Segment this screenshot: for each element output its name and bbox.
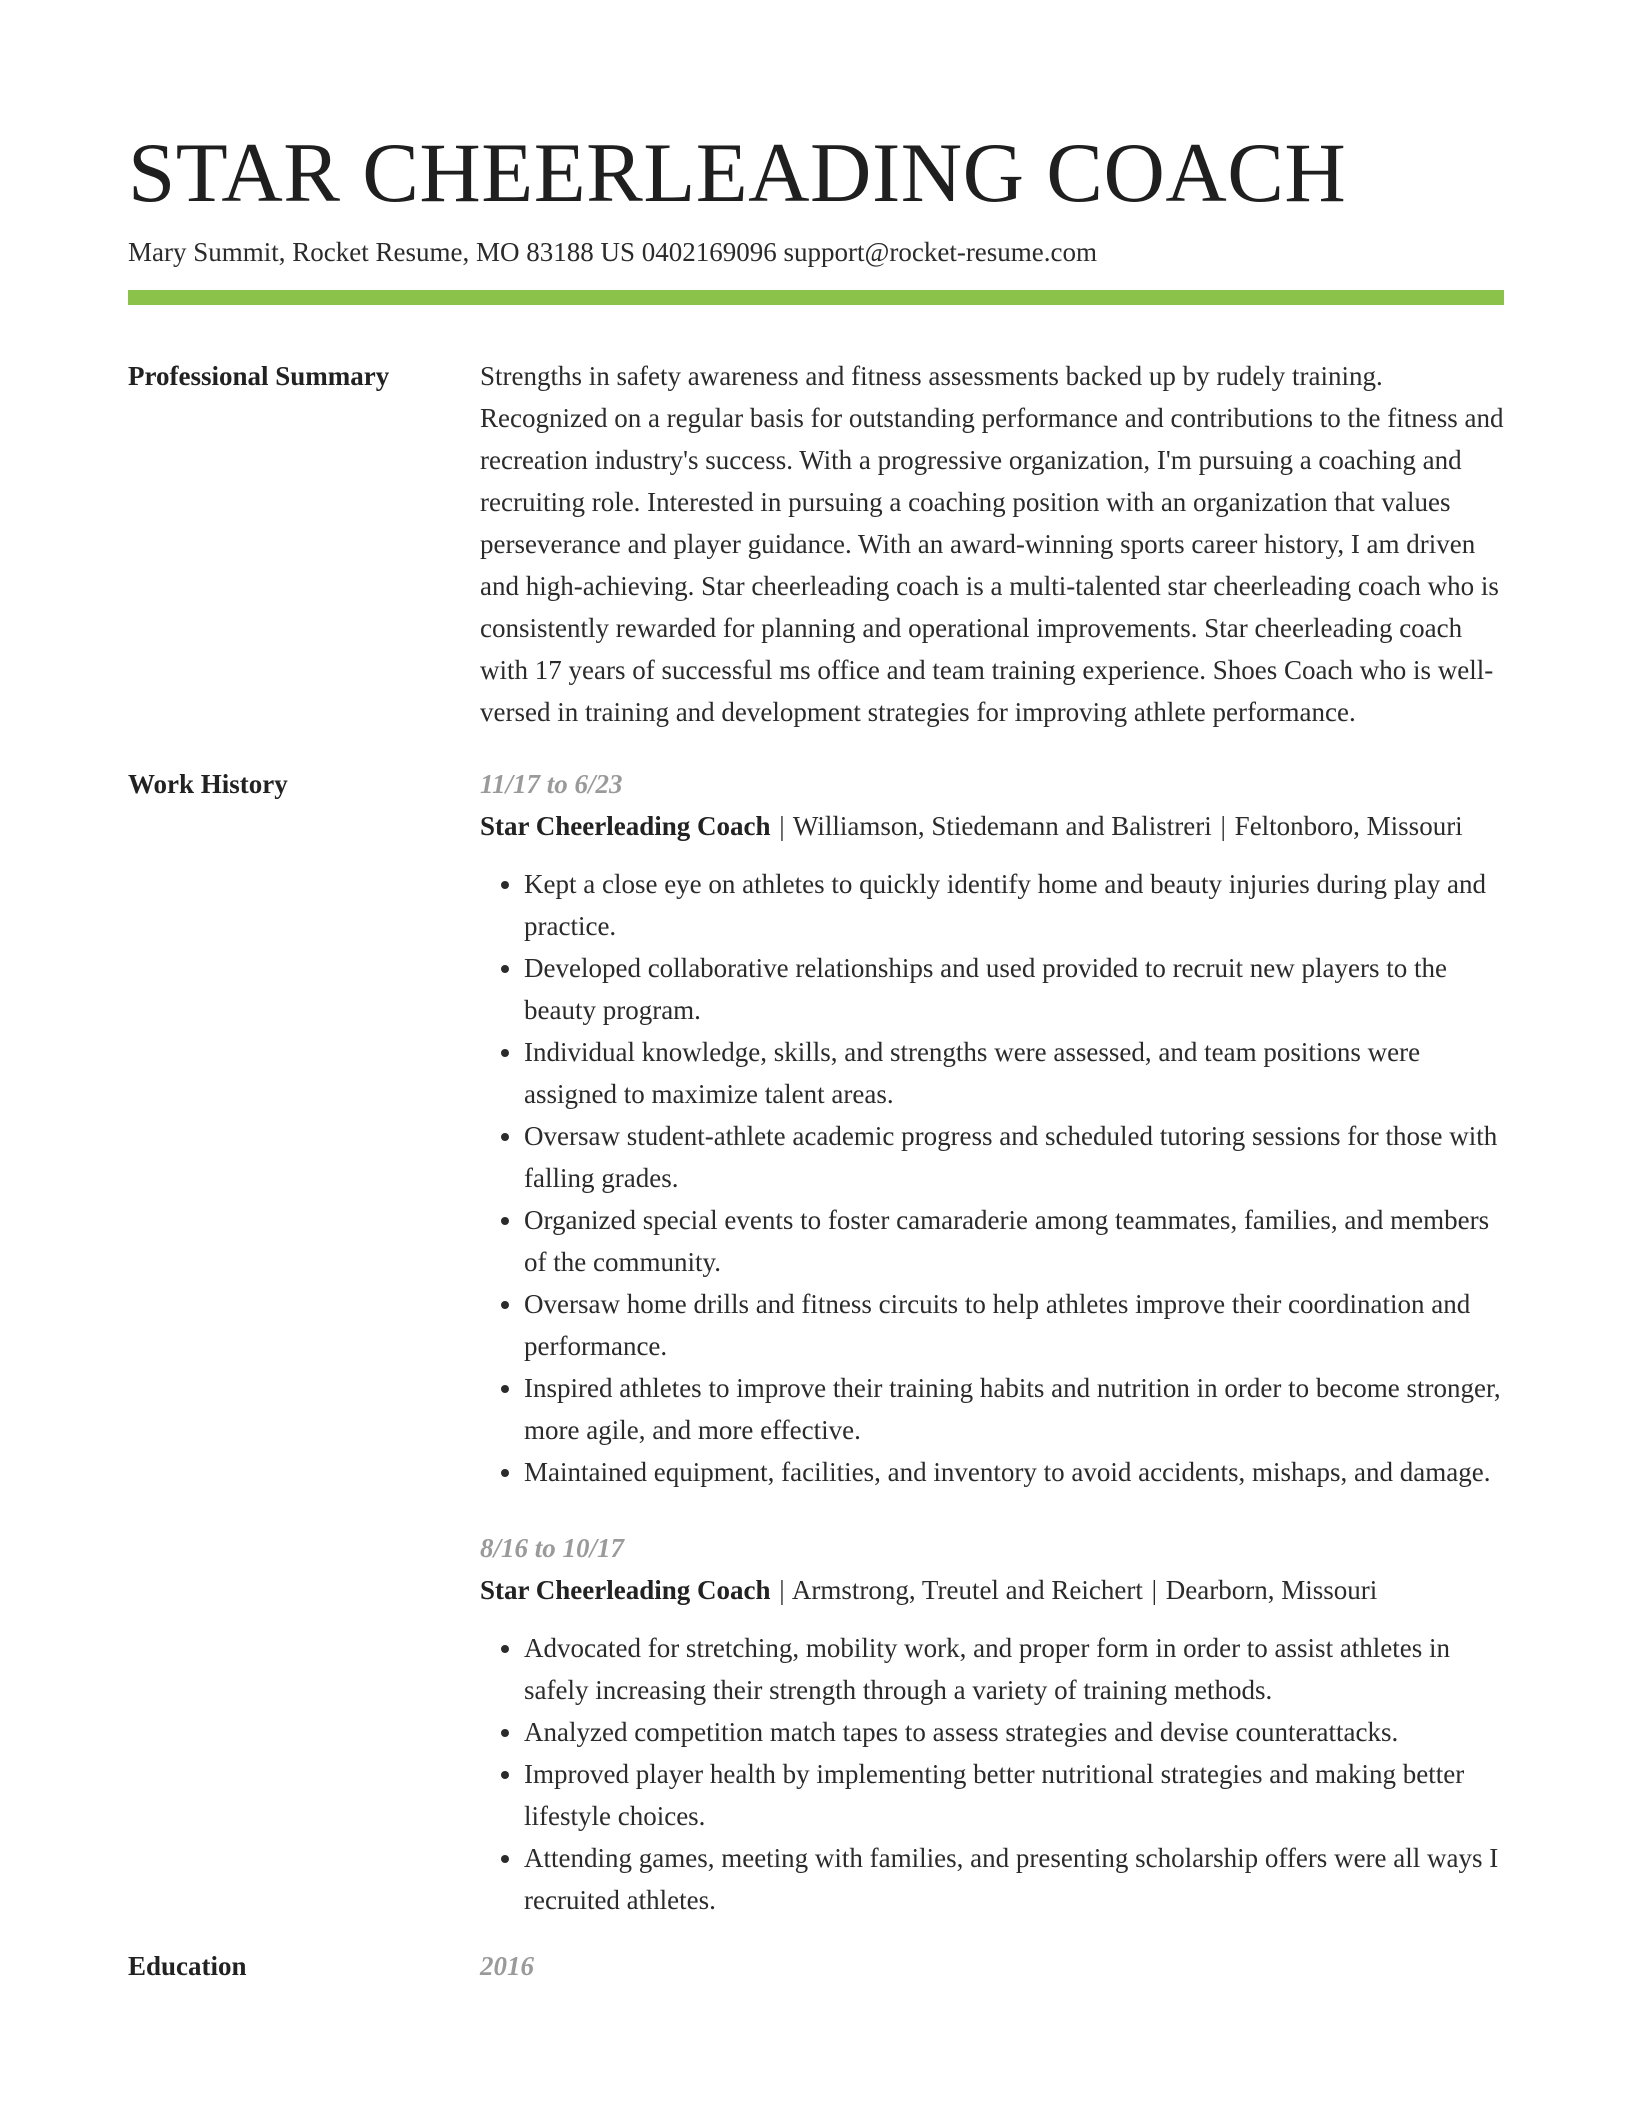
section-label-education: Education xyxy=(128,1951,247,1981)
job-duty-item: • Attending games, meeting with families, and presenting scholarship offers were all ways I recruited athletes. xyxy=(524,1837,1504,1921)
section-label-work-history: Work History xyxy=(128,769,288,799)
job-dates: 11/17 to 6/23 xyxy=(480,769,623,799)
job-role: Star Cheerleading Coach xyxy=(480,811,771,841)
job-duties-list xyxy=(480,1627,1504,1921)
job-duty-item: • Inspired athletes to improve their training habits and nutrition in order to become stronger, more agile, and more effective. xyxy=(524,1367,1504,1451)
education-dates: 2016 xyxy=(480,1951,534,1981)
contact-name: Mary Summit, xyxy=(128,237,286,267)
resume-page xyxy=(128,118,1504,1987)
job-heading xyxy=(480,1569,1504,1611)
job-duty-item: • Individual knowledge, skills, and strengths were assessed, and team positions were assigned to maximize talent areas. xyxy=(524,1031,1504,1115)
job-entry xyxy=(480,763,1504,1493)
job-heading xyxy=(480,805,1504,847)
job-location: Dearborn, Missouri xyxy=(1165,1575,1378,1605)
contact-phone: 0402169096 xyxy=(641,237,777,267)
job-duty-item: • Improved player health by implementing better nutritional strategies and making better lifestyle choices. xyxy=(524,1753,1504,1837)
resume-title: STAR CHEERLEADING COACH xyxy=(128,126,1347,220)
job-role: Star Cheerleading Coach xyxy=(480,1575,771,1605)
job-duty-item: • Oversaw student-athlete academic progress and scheduled tutoring sessions for those with falling grades. xyxy=(524,1115,1504,1199)
contact-address: Rocket Resume, MO 83188 US xyxy=(292,237,635,267)
job-entry xyxy=(480,1527,1504,1921)
header-divider xyxy=(128,290,1504,305)
section-label-professional-summary: Professional Summary xyxy=(128,361,390,391)
job-employer: Williamson, Stiedemann and Balistreri xyxy=(792,811,1212,841)
job-duties-list xyxy=(480,863,1504,1493)
job-duty-item: • Advocated for stretching, mobility work, and proper form in order to assist athletes in safely increasing their strength through a variety of training methods. xyxy=(524,1627,1504,1711)
education-body xyxy=(480,1945,1504,1987)
work-history-body xyxy=(480,763,1504,1921)
work-history-section xyxy=(128,763,1504,1921)
job-separator: | xyxy=(779,1575,785,1605)
education-section xyxy=(128,1945,1504,1987)
contact-line xyxy=(128,234,1504,270)
job-location: Feltonboro, Missouri xyxy=(1234,811,1463,841)
contact-email[interactable]: support@rocket-resume.com xyxy=(783,237,1098,267)
job-dates: 8/16 to 10/17 xyxy=(480,1533,625,1563)
job-separator: | xyxy=(1220,811,1226,841)
job-separator: | xyxy=(1151,1575,1158,1605)
job-duty-item: • Kept a close eye on athletes to quickly identify home and beauty injuries during play and practice. xyxy=(524,863,1504,947)
professional-summary-section xyxy=(128,355,1504,733)
summary-text: Strengths in safety awareness and fitness assessments backed up by rudely training. Recognized on a regular basis for outstanding performance and contributions to the fitness and recreation industry's success. With a progressive organization, I'm pursuing a coaching and recruiting role. Interested in pursuing a coaching position with an organization that values perseverance and player guidance. With an award-winning sports career history, I am driven and high-achieving. Star cheerleading coach is a multi-talented star cheerleading coach who is consistently rewarded for planning and operational improvements. Star cheerleading coach with 17 years of successful ms office and team training experience. Shoes Coach who is well-versed in training and development strategies for improving athlete performance. xyxy=(480,361,1504,727)
job-duty-item: • Maintained equipment, facilities, and inventory to avoid accidents, mishaps, and damage. xyxy=(524,1451,1504,1493)
job-separator: | xyxy=(779,811,785,841)
job-duty-item: • Developed collaborative relationships and used provided to recruit new players to the beauty program. xyxy=(524,947,1504,1031)
job-employer: Armstrong, Treutel and Reichert xyxy=(791,1575,1143,1605)
job-duty-item: • Organized special events to foster camaraderie among teammates, families, and members of the community. xyxy=(524,1199,1504,1283)
job-duty-item: • Analyzed competition match tapes to assess strategies and devise counterattacks. xyxy=(524,1711,1504,1753)
job-duty-item: • Oversaw home drills and fitness circuits to help athletes improve their coordination and performance. xyxy=(524,1283,1504,1367)
